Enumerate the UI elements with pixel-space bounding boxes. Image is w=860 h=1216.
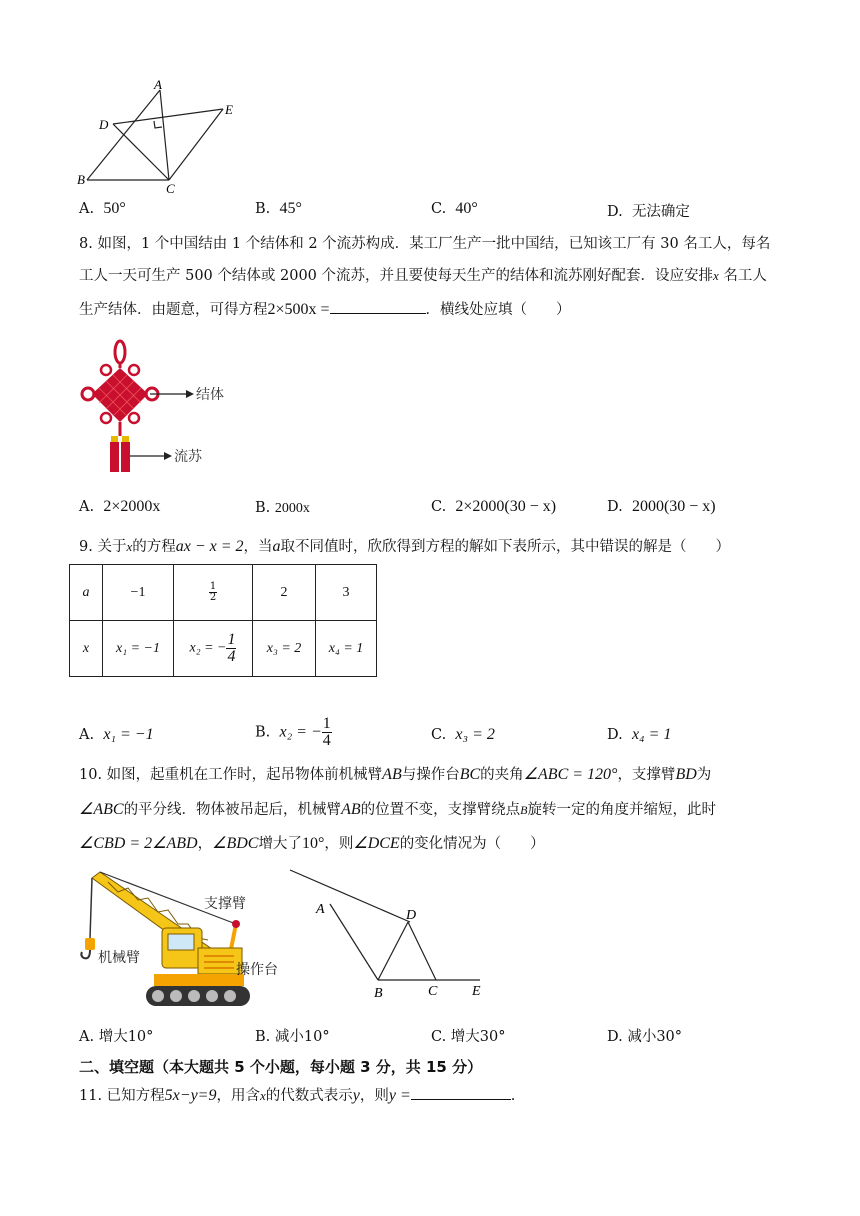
q9-option-d[interactable]: D. x₄ = 1 bbox=[607, 726, 672, 743]
q10-option-d[interactable]: D. 减小30° bbox=[607, 1029, 683, 1045]
table-cell: x₃ = 2 bbox=[253, 621, 316, 677]
q11-answer-blank[interactable] bbox=[411, 1085, 511, 1100]
q10-option-c[interactable]: C. 增大30° bbox=[431, 1029, 506, 1045]
q10-line1: 10. 如图，起重机在工作时，起吊物体前机械臂AB与操作台BC的夹角∠ABC = 120°，支撑臂BD为 bbox=[79, 766, 712, 783]
q10-option-a[interactable]: A. 增大10° bbox=[79, 1029, 154, 1045]
fig7-label-c: C bbox=[166, 181, 175, 196]
q8-option-a[interactable]: A. 2×2000x bbox=[79, 498, 161, 515]
q8-option-b[interactable]: B. 2000x bbox=[255, 500, 310, 516]
q10-geometry-figure bbox=[288, 866, 498, 1002]
table-head-a: a bbox=[70, 565, 103, 621]
table-cell: 2 bbox=[253, 565, 316, 621]
q8-line2: 工人一天可生产 500 个结体或 2000 个流苏，并且要使每天生产的结体和流苏刚好配套．设应安排x 名工人 bbox=[79, 268, 767, 284]
table-cell: x₄ = 1 bbox=[316, 621, 377, 677]
table-row bbox=[70, 565, 377, 621]
q7-option-a[interactable]: A. 50° bbox=[79, 200, 126, 217]
geo-label-d: D bbox=[406, 908, 417, 923]
q8-line1: 8. 如图，1 个中国结由 1 个结体和 2 个流苏构成．某工厂生产一批中国结，已知该工厂有 30 名工人，每名 bbox=[79, 236, 771, 252]
fig7-label-b: B bbox=[77, 172, 85, 187]
q11-question: 11. 已知方程5x−y=9，用含x的代数式表示y，则y = . bbox=[79, 1087, 516, 1104]
q7-option-c[interactable]: C. 40° bbox=[431, 200, 478, 217]
knot-label-liusu: 流苏 bbox=[174, 450, 202, 465]
q10-option-b[interactable]: B. 减小10° bbox=[255, 1029, 330, 1045]
table-head-x: x bbox=[70, 621, 103, 677]
q9-option-a[interactable]: A. x₁ = −1 bbox=[79, 726, 154, 743]
geo-label-e: E bbox=[472, 984, 481, 999]
section-heading: 二、填空题（本大题共 5 个小题，每小题 3 分，共 15 分） bbox=[79, 1058, 483, 1076]
crane-label-support: 支撑臂 bbox=[204, 897, 246, 912]
crane-label-arm: 机械臂 bbox=[98, 951, 140, 966]
q8-answer-blank[interactable] bbox=[330, 299, 426, 314]
q10-line3: ∠CBD = 2∠ABD，∠BDC增大了10°，则∠DCE的变化情况为（ ） bbox=[79, 835, 545, 852]
table-cell: x₂ = − $\frac{1}{4}$ bbox=[174, 621, 253, 677]
crane-figure bbox=[78, 868, 298, 1010]
q9-option-b[interactable]: B. x₂ = − $\frac{1}{4}$ bbox=[255, 715, 331, 749]
fig7-label-e: E bbox=[225, 102, 233, 117]
chinese-knot-figure bbox=[78, 338, 248, 478]
crane-label-platform: 操作台 bbox=[236, 963, 278, 978]
geo-label-c: C bbox=[428, 984, 438, 999]
geo-label-a: A bbox=[316, 902, 325, 917]
q8-option-d[interactable]: D. 2000(30 − x) bbox=[607, 498, 716, 515]
q8-line3: 生产结体．由题意，可得方程2×500x = ．横线处应填（ ） bbox=[79, 301, 571, 318]
knot-label-jieti: 结体 bbox=[196, 388, 224, 403]
q7-option-b[interactable]: B. 45° bbox=[255, 200, 302, 217]
table-cell: $\frac{1}{2}$ bbox=[174, 565, 253, 621]
q9-question: 9. 关于x的方程ax − x = 2，当a取不同值时，欣欣得到方程的解如下表所示，其中错误的解是（ ） bbox=[79, 538, 731, 555]
table-cell: −1 bbox=[103, 565, 174, 621]
geo-label-b: B bbox=[374, 986, 383, 1001]
table-cell: x₁ = −1 bbox=[103, 621, 174, 677]
q9-solution-table bbox=[69, 564, 377, 677]
fig7-label-a: A bbox=[154, 77, 162, 92]
q10-line2: ∠ABC的平分线．物体被吊起后，机械臂AB的位置不变，支撑臂绕点B旋转一定的角度并缩短，此时 bbox=[79, 801, 716, 818]
q9-option-c[interactable]: C. x₃ = 2 bbox=[431, 726, 495, 743]
table-cell: 3 bbox=[316, 565, 377, 621]
q8-option-c[interactable]: C. 2×2000(30 − x) bbox=[431, 498, 557, 515]
q7-geometry-figure bbox=[70, 76, 250, 198]
q7-option-d[interactable]: D. 无法确定 bbox=[607, 204, 690, 220]
fig7-label-d: D bbox=[99, 117, 109, 132]
table-row bbox=[70, 621, 377, 677]
